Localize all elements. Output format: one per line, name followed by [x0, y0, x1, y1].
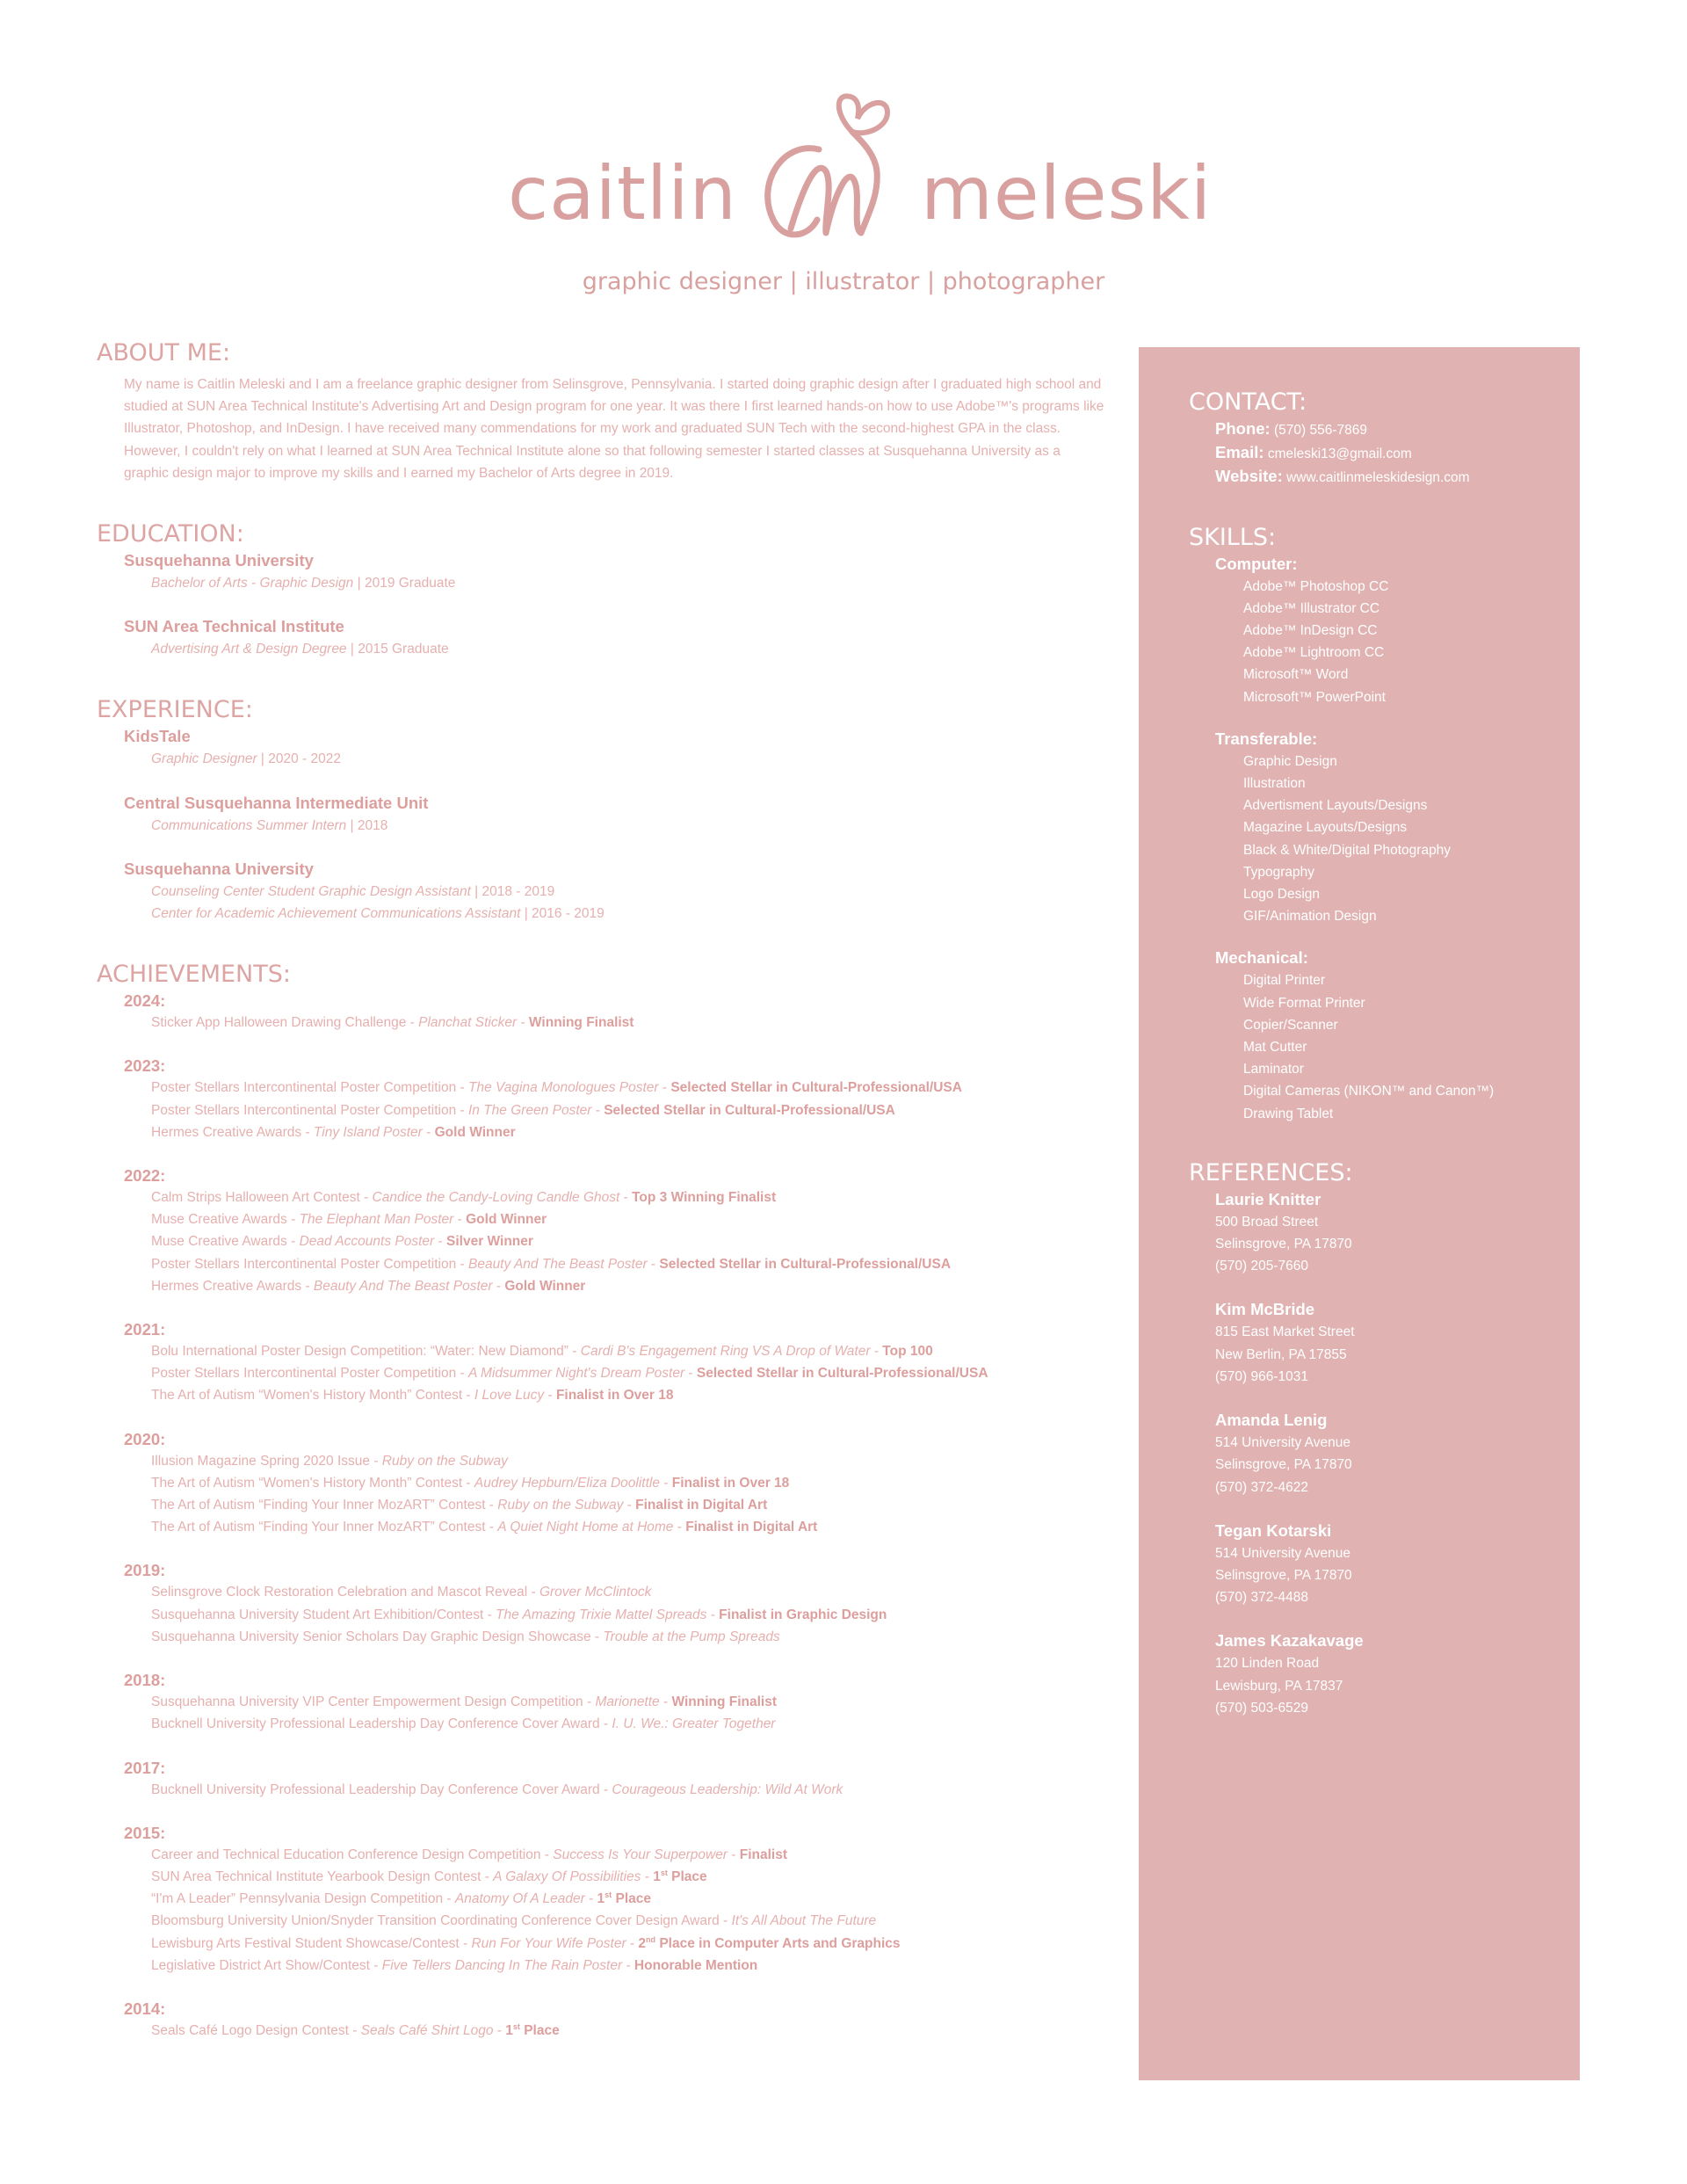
achievement-event: Legislative District Art Show/Contest [151, 1957, 370, 1973]
header [0, 88, 1687, 316]
achievement-work: The Vagina Monologues Poster [467, 1080, 659, 1096]
achievement-work: Audrey Hepburn/Eliza Doolittle [474, 1475, 660, 1491]
achievement-award [604, 1103, 895, 1118]
skill-item: Adobe™ Illustrator CC [1243, 600, 1380, 616]
achievement-work: Anatomy Of A Leader [454, 1891, 585, 1907]
references-list [1189, 1188, 1567, 1719]
achievement-year: 2015: [124, 1823, 166, 1842]
skill-item: Black & White/Digital Photography [1243, 842, 1452, 858]
contact-section [1189, 388, 1567, 490]
role-title: Graphic Designer [151, 751, 257, 767]
achievement-event: Poster Stellars Intercontinental Poster Competition [151, 1102, 457, 1118]
achievement-work: Candice the Candy-Loving Candle Ghost [372, 1190, 620, 1206]
reference-name: Kim McBride [1215, 1300, 1315, 1319]
experience-section [97, 695, 1116, 925]
achievement-item: Bucknell University Professional Leadership Day Conference Cover Award - Courageous Leadership: Wild At Work [151, 1781, 844, 1797]
achievement-item: Hermes Creative Awards - Beauty And The Beast Poster - Gold Winner [151, 1278, 586, 1294]
spacer [97, 837, 1116, 858]
spacer [97, 1143, 1116, 1165]
award-text: Selected Stellar in Cultural-Professional/USA [696, 1366, 988, 1382]
achievement-item: Poster Stellars Intercontinental Poster Competition - A Midsummer Night's Dream Poster - Selected Stellar in Cultural-Professional/USA [151, 1366, 988, 1382]
achievement-item: The Art of Autism “Women's History Month” Contest - Audrey Hepburn/Eliza Doolittle - Finalist in Over 18 [151, 1475, 790, 1491]
achievement-event: Muse Creative Awards [151, 1212, 287, 1228]
email-link[interactable]: cmeleski13@gmail.com [1267, 446, 1412, 462]
achievement-work: Marionette [595, 1694, 660, 1710]
spacer [97, 771, 1116, 792]
reference-address: 514 University Avenue [1215, 1545, 1350, 1561]
skill-item: Microsoft™ Word [1243, 667, 1349, 683]
last-name: meleski [921, 150, 1213, 236]
reference-address: 120 Linden Road [1215, 1656, 1320, 1672]
achievement-work: Tiny Island Poster [313, 1124, 423, 1140]
achievement-award [635, 1498, 767, 1513]
skill-item: Copier/Scanner [1243, 1017, 1338, 1033]
achievement-work: Grover McClintock [539, 1585, 652, 1600]
role-title: Counseling Center Student Graphic Design Assistant [151, 883, 471, 899]
achievement-event: Calm Strips Halloween Art Contest [151, 1190, 360, 1206]
achievement-item: Bucknell University Professional Leadership Day Conference Cover Award - I. U. We.: Greater Together [151, 1716, 776, 1732]
award-text: Selected Stellar in Cultural-Professional/USA [604, 1102, 895, 1118]
skill-item: Wide Format Printer [1243, 995, 1365, 1011]
reference-name: Laurie Knitter [1215, 1189, 1321, 1208]
achievement-award [882, 1344, 932, 1359]
reference-phone: (570) 205-7660 [1215, 1259, 1308, 1274]
spacer [97, 1801, 1116, 1822]
reference-phone: (570) 372-4488 [1215, 1590, 1308, 1606]
award-ordinal: st [605, 1890, 612, 1899]
employer-name: Susquehanna University [124, 859, 314, 878]
achievement-work: Planchat Sticker [418, 1015, 518, 1031]
achievement-item: Calm Strips Halloween Art Contest - Candice the Candy-Loving Candle Ghost - Top 3 Winning Finalist [151, 1190, 777, 1206]
award-text: Gold Winner [504, 1278, 586, 1294]
skill-item: GIF/Animation Design [1243, 909, 1377, 925]
spacer [97, 1034, 1116, 1055]
role-dates: | 2018 [346, 817, 388, 833]
skills-list [1189, 553, 1567, 1125]
education-list [97, 549, 1116, 660]
spacer [1189, 1388, 1567, 1409]
achievement-work: It's All About The Future [731, 1913, 877, 1929]
skills-heading: SKILLS: [1189, 523, 1277, 551]
spacer [1189, 1498, 1567, 1520]
achievement-item: Selinsgrove Clock Restoration Celebration and Mascot Reveal - Grover McClintock [151, 1585, 652, 1600]
achievement-event: Sticker App Halloween Drawing Challenge [151, 1015, 407, 1031]
achievement-event: Selinsgrove Clock Restoration Celebration and Mascot Reveal [151, 1585, 528, 1600]
achievement-award [685, 1520, 817, 1535]
achievement-item: Poster Stellars Intercontinental Poster Competition - Beauty And The Beast Poster - Selected Stellar in Cultural-Professional/USA [151, 1256, 952, 1272]
achievement-item: Lewisburg Arts Festival Student Showcase/Contest - Run For Your Wife Poster - 2nd Place in Computer Arts and Graphics [151, 1934, 901, 1951]
skill-item: Digital Printer [1243, 973, 1326, 989]
role-line [151, 748, 1116, 770]
achievement-award [659, 1257, 951, 1272]
spacer [97, 1977, 1116, 1998]
contact-website [1215, 465, 1567, 489]
achievement-work: Five Tellers Dancing In The Rain Poster [381, 1957, 623, 1973]
award-ordinal: st [660, 1868, 668, 1877]
award-text: Finalist [739, 1847, 788, 1862]
achievement-item: Poster Stellars Intercontinental Poster Competition - The Vagina Monologues Poster - Selected Stellar in Cultural-Professional/USA [151, 1080, 962, 1096]
award-ordinal: nd [646, 1934, 656, 1944]
achievement-item: The Art of Autism “Finding Your Inner MozART” Contest - Ruby on the Subway - Finalist in Digital Art [151, 1498, 768, 1513]
school-name: SUN Area Technical Institute [124, 617, 344, 636]
reference-name: James Kazakavage [1215, 1631, 1364, 1651]
about-section [97, 338, 1116, 484]
spacer [1189, 1277, 1567, 1298]
achievement-work: I. U. We.: Greater Together [612, 1716, 776, 1732]
achievement-item: Poster Stellars Intercontinental Poster Competition - In The Green Poster - Selected Stellar in Cultural-Professional/USA [151, 1102, 895, 1118]
achievement-work: Beauty And The Beast Poster [313, 1278, 493, 1294]
cm-monogram-logo [720, 88, 940, 272]
reference-city: Lewisburg, PA 17837 [1215, 1678, 1343, 1694]
achievement-year: 2022: [124, 1166, 166, 1186]
spacer [1189, 708, 1567, 728]
achievement-work: A Galaxy Of Possibilities [493, 1868, 641, 1884]
reference-address: 500 Broad Street [1215, 1214, 1319, 1230]
achievements-list [97, 990, 1116, 2042]
achievement-work: Ruby on the Subway [381, 1453, 508, 1469]
spacer [97, 1297, 1116, 1318]
award-text: Finalist in Graphic Design [719, 1607, 887, 1622]
achievement-award [671, 1694, 777, 1709]
achievement-event: Hermes Creative Awards [151, 1278, 302, 1294]
achievement-item: SUN Area Technical Institute Yearbook Design Contest - A Galaxy Of Possibilities - 1st Place [151, 1868, 707, 1884]
achievement-year: 2023: [124, 1056, 166, 1076]
award-text: 1 [653, 1868, 661, 1884]
skill-item: Adobe™ Photoshop CC [1243, 578, 1389, 594]
achievement-award [697, 1366, 988, 1381]
education-heading: EDUCATION: [97, 520, 244, 548]
achievement-event: Bolu International Poster Design Competition: “Water: New Diamond” [151, 1344, 568, 1360]
degree-line [151, 572, 1116, 594]
award-text: Selected Stellar in Cultural-Professional/USA [670, 1080, 962, 1096]
education-section [97, 519, 1116, 660]
employer-name: Central Susquehanna Intermediate Unit [124, 793, 429, 812]
reference-city: Selinsgrove, PA 17870 [1215, 1567, 1352, 1583]
achievement-item: “I'm A Leader” Pennsylvania Design Competition - Anatomy Of A Leader - 1st Place [151, 1890, 651, 1907]
award-text: Top 100 [882, 1344, 933, 1360]
achievement-item: Hermes Creative Awards - Tiny Island Poster - Gold Winner [151, 1124, 516, 1140]
references-section [1189, 1158, 1567, 1719]
achievement-event: Career and Technical Education Conference Design Competition [151, 1847, 541, 1862]
achievement-item: The Art of Autism “Women's History Month” Contest - I Love Lucy - Finalist in Over 18 [151, 1388, 674, 1404]
skill-item: Magazine Layouts/Designs [1243, 820, 1408, 836]
graduation: | 2015 Graduate [346, 642, 449, 657]
achievement-work: Beauty And The Beast Poster [467, 1256, 648, 1272]
website-link[interactable]: www.caitlinmeleskidesign.com [1286, 470, 1470, 486]
role-title: Center for Academic Achievement Communications Assistant [151, 906, 521, 922]
achievement-event: Susquehanna University Senior Scholars Day Graphic Design Showcase [151, 1629, 591, 1644]
achievement-item: Sticker App Halloween Drawing Challenge - Planchat Sticker - Winning Finalist [151, 1015, 634, 1031]
achievement-event: Susquehanna University Student Art Exhibition/Contest [151, 1607, 484, 1622]
about-heading: ABOUT ME: [97, 339, 231, 366]
achievement-work: Dead Accounts Poster [299, 1234, 435, 1250]
achievement-event: Bloomsburg University Union/Snyder Transition Coordinating Conference Cover Design Award [151, 1913, 720, 1929]
skill-item: Typography [1243, 864, 1314, 880]
skill-item: Adobe™ Lightroom CC [1243, 645, 1385, 661]
sidebar-panel [1139, 347, 1580, 2080]
achievement-event: Muse Creative Awards [151, 1234, 287, 1250]
achievement-work: Ruby on the Subway [497, 1498, 624, 1513]
reference-name: Tegan Kotarski [1215, 1520, 1332, 1540]
graduation: | 2019 Graduate [353, 576, 456, 591]
tagline: graphic designer | illustrator | photographer [582, 268, 1105, 295]
achievement-award [638, 1936, 900, 1951]
phone-value[interactable]: (570) 556-7869 [1274, 423, 1368, 438]
role-line [151, 881, 1116, 903]
achievement-event: Poster Stellars Intercontinental Poster Competition [151, 1080, 457, 1096]
achievement-work: Courageous Leadership: Wild At Work [612, 1781, 844, 1797]
school-name: Susquehanna University [124, 551, 314, 570]
achievement-award [634, 1958, 757, 1973]
first-name: caitlin [508, 150, 737, 236]
email-label: Email: [1215, 443, 1264, 462]
contact-heading: CONTACT: [1189, 388, 1307, 416]
skill-item: Adobe™ InDesign CC [1243, 623, 1378, 639]
achievement-year: 2014: [124, 1999, 166, 2018]
achievement-event: Poster Stellars Intercontinental Poster Competition [151, 1256, 457, 1272]
achievement-event: Bucknell University Professional Leadership Day Conference Cover Award [151, 1781, 600, 1797]
sidebar-content [1189, 388, 1567, 1719]
achievement-award [719, 1607, 887, 1622]
contact-email [1215, 441, 1567, 465]
achievement-event: “I'm A Leader” Pennsylvania Design Competition [151, 1891, 444, 1907]
achievement-year: 2024: [124, 991, 166, 1011]
spacer [97, 1407, 1116, 1428]
achievement-event: Hermes Creative Awards [151, 1124, 302, 1140]
achievement-work: Run For Your Wife Poster [471, 1935, 626, 1951]
role-line [151, 815, 1116, 837]
skill-item: Advertisment Layouts/Designs [1243, 798, 1428, 814]
employer-name: KidsTale [124, 727, 191, 746]
skill-item: Graphic Design [1243, 753, 1337, 769]
achievement-event: The Art of Autism “Finding Your Inner MozART” Contest [151, 1520, 486, 1535]
achievement-item: Bloomsburg University Union/Snyder Transition Coordinating Conference Cover Design Award - It's All About The Future [151, 1913, 877, 1929]
spacer [97, 1538, 1116, 1559]
achievement-award [740, 1847, 787, 1862]
award-rest: Place in Computer Arts and Graphics [655, 1935, 901, 1951]
reference-city: New Berlin, PA 17855 [1215, 1346, 1347, 1362]
achievement-award [466, 1212, 547, 1227]
achievement-event: The Art of Autism “Women's History Month” Contest [151, 1475, 463, 1491]
achievement-work: Trouble at the Pump Spreads [603, 1629, 780, 1644]
achievement-award [632, 1190, 776, 1205]
achievement-award [529, 1015, 634, 1030]
achievement-award [653, 1869, 706, 1884]
award-text: Gold Winner [434, 1124, 516, 1140]
achievement-year: 2021: [124, 1320, 166, 1339]
left-column [97, 338, 1116, 2042]
achievement-work: The Elephant Man Poster [299, 1212, 454, 1228]
achievement-work: I Love Lucy [474, 1388, 545, 1404]
degree-line [151, 638, 1116, 660]
achievements-section [97, 960, 1116, 2042]
role-dates: | 2020 - 2022 [257, 751, 341, 767]
skill-group-title: Transferable: [1215, 729, 1318, 748]
website-label: Website: [1215, 467, 1283, 486]
role-title: Communications Summer Intern [151, 817, 347, 833]
achievement-year: 2020: [124, 1429, 166, 1448]
spacer [97, 1648, 1116, 1669]
achievement-item: Muse Creative Awards - The Elephant Man Poster - Gold Winner [151, 1212, 547, 1228]
spacer [97, 1736, 1116, 1757]
achievement-award [670, 1080, 962, 1095]
award-text: Finalist in Over 18 [555, 1388, 674, 1404]
achievement-award [556, 1388, 674, 1403]
achievement-work: Seals Café Shirt Logo [360, 2022, 494, 2038]
achievement-event: Illusion Magazine Spring 2020 Issue [151, 1453, 371, 1469]
role-line [151, 903, 1116, 925]
award-text: Finalist in Over 18 [671, 1475, 790, 1491]
achievement-item: Susquehanna University Student Art Exhibition/Contest - The Amazing Trixie Mattel Spreads - Finalist in Graphic Design [151, 1607, 887, 1622]
award-rest: Place [519, 2022, 560, 2038]
award-text: 1 [505, 2022, 513, 2038]
achievement-item: Susquehanna University VIP Center Empowerment Design Competition - Marionette - Winning Finalist [151, 1694, 777, 1710]
experience-heading: EXPERIENCE: [97, 696, 253, 724]
award-text: 1 [597, 1891, 605, 1907]
role-dates: | 2016 - 2019 [520, 906, 605, 922]
skill-group-title: Computer: [1215, 554, 1298, 573]
reference-phone: (570) 503-6529 [1215, 1700, 1308, 1716]
reference-address: 815 East Market Street [1215, 1324, 1355, 1340]
achievement-award [504, 1279, 585, 1294]
achievement-award [446, 1234, 533, 1249]
achievement-award [597, 1891, 651, 1906]
role-dates: | 2018 - 2019 [470, 883, 555, 899]
achievement-item: Susquehanna University Senior Scholars Day Graphic Design Showcase - Trouble at the Pump Spreads [151, 1629, 780, 1644]
achievements-heading: ACHIEVEMENTS: [97, 961, 291, 989]
award-text: Selected Stellar in Cultural-Professional/USA [659, 1256, 952, 1272]
achievement-event: SUN Area Technical Institute Yearbook Design Contest [151, 1868, 481, 1884]
achievement-work: The Amazing Trixie Mattel Spreads [496, 1607, 707, 1622]
achievement-year: 2017: [124, 1758, 166, 1777]
achievement-award [435, 1125, 516, 1140]
achievement-event: Bucknell University Professional Leadership Day Conference Cover Award [151, 1716, 600, 1732]
reference-name: Amanda Lenig [1215, 1411, 1328, 1430]
skill-item: Illustration [1243, 776, 1306, 792]
achievement-work: In The Green Poster [467, 1102, 592, 1118]
achievement-item: Seals Café Logo Design Contest - Seals Café Shirt Logo - 1st Place [151, 2021, 560, 2038]
skill-item: Logo Design [1243, 887, 1321, 903]
skill-item: Microsoft™ PowerPoint [1243, 689, 1386, 705]
reference-phone: (570) 966-1031 [1215, 1368, 1308, 1384]
achievement-year: 2018: [124, 1671, 166, 1690]
experience-list [97, 725, 1116, 925]
achievement-award [505, 2023, 559, 2038]
award-text: 2 [638, 1935, 647, 1951]
spacer [1189, 927, 1567, 947]
achievement-item: Legislative District Art Show/Contest - Five Tellers Dancing In The Rain Poster - Honorable Mention [151, 1957, 758, 1973]
achievement-item: Bolu International Poster Design Competition: “Water: New Diamond” - Cardi B's Engagement Ring VS A Drop of Water - Top 100 [151, 1344, 933, 1360]
achievement-item: Illusion Magazine Spring 2020 Issue - Ruby on the Subway [151, 1453, 508, 1469]
award-text: Top 3 Winning Finalist [632, 1190, 777, 1206]
achievement-event: The Art of Autism “Finding Your Inner MozART” Contest [151, 1498, 486, 1513]
achievement-work: A Quiet Night Home at Home [497, 1520, 674, 1535]
award-text: Silver Winner [446, 1234, 533, 1250]
achievement-item: The Art of Autism “Finding Your Inner MozART” Contest - A Quiet Night Home at Home - Finalist in Digital Art [151, 1520, 818, 1535]
achievement-event: Poster Stellars Intercontinental Poster Competition [151, 1366, 457, 1382]
award-text: Finalist in Digital Art [685, 1520, 818, 1535]
about-text: My name is Caitlin Meleski and I am a freelance graphic designer from Selinsgrove, Pennsylvania. I started doing graphic design after I graduated high school and studied at SUN Area Technical Institute's Advertising Art and Design program for one year. It was there I first learned hands-on how to use Adobe™'s programs like Illustrator, Photoshop, and InDesign. I have received many commendations for my work and graduated SUN Tech with the second-highest GPA in the class. However, I couldn't rely on what I learned at SUN Area Technical Institute alone so that following semester I started classes at Susquehanna University as a graphic design major to improve my skills and I earned my Bachelor of Arts degree in 2019. [124, 377, 1104, 481]
achievement-work: A Midsummer Night's Dream Poster [467, 1366, 685, 1382]
award-text: Finalist in Digital Art [635, 1498, 768, 1513]
reference-phone: (570) 372-4622 [1215, 1479, 1308, 1495]
award-text: Winning Finalist [528, 1015, 634, 1031]
achievement-year: 2019: [124, 1561, 166, 1580]
award-text: Gold Winner [466, 1212, 547, 1228]
achievement-item: Muse Creative Awards - Dead Accounts Poster - Silver Winner [151, 1234, 533, 1250]
degree: Advertising Art & Design Degree [151, 642, 347, 657]
achievement-award [672, 1476, 790, 1491]
award-rest: Place [667, 1868, 707, 1884]
achievement-event: The Art of Autism “Women's History Month” Contest [151, 1388, 463, 1404]
skill-item: Laminator [1243, 1062, 1304, 1077]
phone-label: Phone: [1215, 419, 1271, 438]
reference-city: Selinsgrove, PA 17870 [1215, 1457, 1352, 1473]
award-ordinal: st [512, 2021, 520, 2031]
skill-item: Digital Cameras (NIKON™ and Canon™) [1243, 1084, 1495, 1099]
degree: Bachelor of Arts - Graphic Design [151, 576, 354, 591]
achievement-event: Seals Café Logo Design Contest [151, 2022, 349, 2038]
references-heading: REFERENCES: [1189, 1158, 1353, 1186]
award-text: Honorable Mention [634, 1957, 758, 1973]
skill-item: Mat Cutter [1243, 1040, 1307, 1056]
spacer [1189, 1608, 1567, 1629]
award-text: Winning Finalist [671, 1694, 777, 1710]
spacer [97, 594, 1116, 615]
skills-section [1189, 523, 1567, 1125]
reference-city: Selinsgrove, PA 17870 [1215, 1237, 1352, 1252]
achievement-item: Career and Technical Education Conference Design Competition - Success Is Your Superpower - Finalist [151, 1847, 788, 1862]
skill-item: Drawing Tablet [1243, 1106, 1334, 1121]
achievement-event: Lewisburg Arts Festival Student Showcase/Contest [151, 1935, 460, 1951]
skill-group-title: Mechanical: [1215, 948, 1308, 968]
contact-phone [1215, 417, 1567, 441]
reference-address: 514 University Avenue [1215, 1435, 1350, 1451]
achievement-event: Susquehanna University VIP Center Empowerment Design Competition [151, 1694, 583, 1710]
award-rest: Place [612, 1891, 651, 1907]
achievement-work: Success Is Your Superpower [553, 1847, 728, 1862]
achievement-work: Cardi B's Engagement Ring VS A Drop of Water [580, 1344, 871, 1360]
